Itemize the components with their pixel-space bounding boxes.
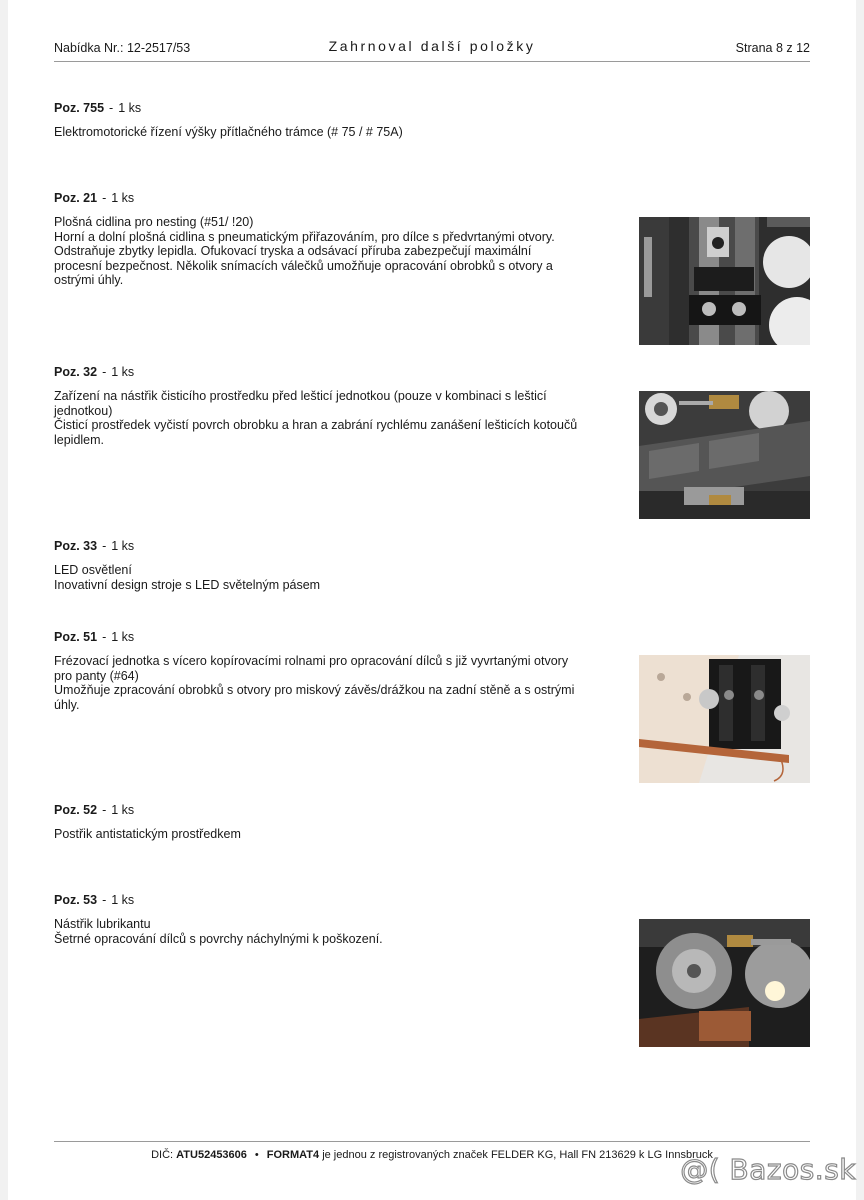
item-position: Poz. 52 xyxy=(54,803,98,817)
item-poz-53 xyxy=(54,892,614,946)
item-heading xyxy=(54,802,614,818)
description-line: úhly. xyxy=(54,697,80,712)
description-line: Horní a dolní plošná cidlina s pneumatickým přiřazováním, pro dílce s předvrtanými otvory. xyxy=(54,229,555,244)
item-heading xyxy=(54,190,614,206)
footer-bullet: • xyxy=(254,1149,259,1161)
item-quantity: 1 ks xyxy=(111,893,135,907)
item-poz-51 xyxy=(54,629,614,712)
item-heading xyxy=(54,629,614,645)
page-edge-right xyxy=(856,0,864,1200)
item-description xyxy=(54,389,614,447)
photo-milling-unit xyxy=(639,655,810,783)
vat-number: ATU52453606 xyxy=(176,1149,247,1161)
page-edge-left xyxy=(0,0,8,1200)
description-line: Elektromotorické řízení výšky přítlačného trámce (# 75 / # 75A) xyxy=(54,125,403,139)
item-poz-21 xyxy=(54,190,614,288)
item-quantity: 1 ks xyxy=(111,803,135,817)
description-line: lepidlem. xyxy=(54,432,105,447)
item-separator: - xyxy=(102,191,107,205)
description-line: jednotkou) xyxy=(54,403,113,418)
description-line: pro panty (#64) xyxy=(54,668,139,683)
item-position: Poz. 53 xyxy=(54,893,98,907)
item-position: Poz. 21 xyxy=(54,191,98,205)
footer-rule xyxy=(54,1141,810,1142)
item-separator: - xyxy=(102,365,107,379)
description-line: Plošná cidlina pro nesting (#51/ !20) xyxy=(54,215,254,229)
item-heading xyxy=(54,100,614,116)
description-line: ostrými úhly. xyxy=(54,273,124,288)
photo-cleaning-spray xyxy=(639,391,810,519)
company-info: je jednou z registrovaných značek FELDER KG, Hall FN 213629 k LG Innsbruck xyxy=(322,1149,713,1161)
description-line: Postřik antistatickým prostředkem xyxy=(54,827,241,841)
item-position: Poz. 51 xyxy=(54,630,98,644)
item-description xyxy=(54,654,614,712)
item-description xyxy=(54,215,614,288)
item-separator: - xyxy=(109,101,114,115)
item-heading xyxy=(54,538,614,554)
description-line: Šetrné opracování dílců s povrchy náchylnými k poškození. xyxy=(54,931,383,946)
page-header xyxy=(54,38,810,62)
photo-lubricant-spray xyxy=(639,919,810,1047)
item-position: Poz. 32 xyxy=(54,365,98,379)
description-line: procesní bezpečnost. Několik snímacích válečků umožňuje opracování obrobků s otvory a xyxy=(54,258,553,273)
item-description xyxy=(54,827,614,842)
item-poz-32 xyxy=(54,364,614,447)
item-quantity: 1 ks xyxy=(111,365,135,379)
item-poz-33 xyxy=(54,538,614,592)
item-separator: - xyxy=(102,630,107,644)
item-separator: - xyxy=(102,803,107,817)
description-line: Odstraňuje zbytky lepidla. Ofukovací tryska a odsávací příruba zabezpečují maximální xyxy=(54,244,532,259)
description-line: Zařízení na nástřik čisticího prostředku před lešticí jednotkou (pouze v kombinaci s lešticí xyxy=(54,389,547,403)
item-separator: - xyxy=(102,893,107,907)
item-quantity: 1 ks xyxy=(111,630,135,644)
page-title: Zahrnoval další položky xyxy=(328,38,536,54)
vat-label: DIČ: xyxy=(151,1149,174,1161)
page-number: Strana 8 z 12 xyxy=(735,41,810,55)
photo-nesting-scraper xyxy=(639,217,810,345)
item-position: Poz. 33 xyxy=(54,539,98,553)
item-quantity: 1 ks xyxy=(118,101,142,115)
item-heading xyxy=(54,892,614,908)
description-line: Čisticí prostředek vyčistí povrch obrobku a hran a zabrání rychlému zanášení lešticích kotoučů xyxy=(54,418,578,433)
item-quantity: 1 ks xyxy=(111,191,135,205)
item-description xyxy=(54,563,614,592)
bazos-watermark: @( Bazos.sk xyxy=(680,1153,856,1186)
description-line: Inovativní design stroje s LED světelným pásem xyxy=(54,577,321,592)
description-line: Umožňuje zpracování obrobků s otvory pro miskový závěs/drážkou na zadní stěně a s ostrými xyxy=(54,683,575,698)
item-separator: - xyxy=(102,539,107,553)
description-line: Frézovací jednotka s vícero kopírovacími rolnami pro opracování dílců s již vyvrtanými otvory xyxy=(54,654,569,668)
item-quantity: 1 ks xyxy=(111,539,135,553)
item-poz-755 xyxy=(54,100,614,140)
description-line: Nástřik lubrikantu xyxy=(54,917,151,931)
item-poz-52 xyxy=(54,802,614,842)
item-description xyxy=(54,917,614,946)
item-description xyxy=(54,125,614,140)
description-line: LED osvětlení xyxy=(54,563,132,577)
brand-name: FORMAT4 xyxy=(266,1149,320,1161)
item-heading xyxy=(54,364,614,380)
offer-number: Nabídka Nr.: 12-2517/53 xyxy=(54,41,191,55)
item-position: Poz. 755 xyxy=(54,101,105,115)
